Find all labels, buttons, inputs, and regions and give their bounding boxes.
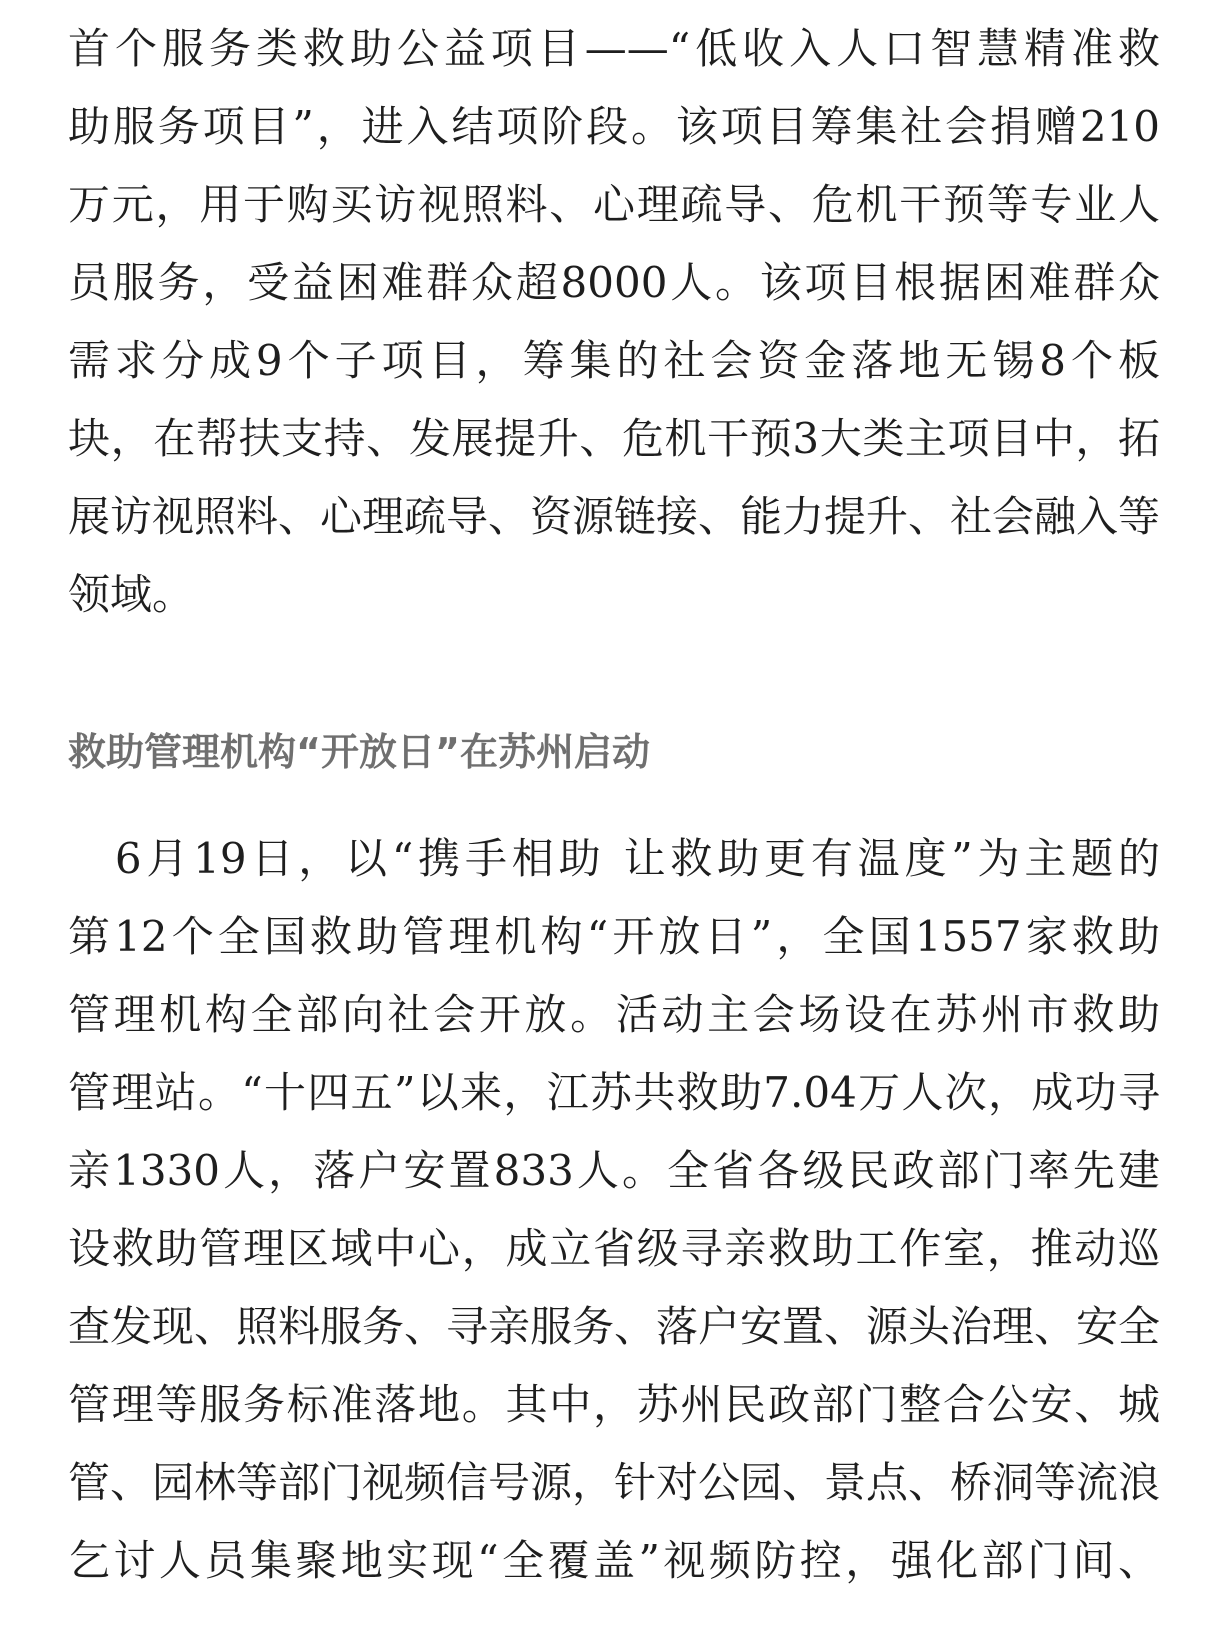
text-line: 领域。	[68, 570, 195, 619]
text-line: 查发现、照料服务、寻亲服务、落户安置、源头治理、安全	[68, 1302, 1160, 1351]
text-line: 设救助管理区域中心，成立省级寻亲救助工作室，推动巡	[68, 1224, 1160, 1273]
text-line: 万元，用于购买访视照料、心理疏导、危机干预等专业人	[68, 180, 1160, 229]
text-line: 员服务，受益困难群众超8000人。该项目根据困难群众	[68, 258, 1160, 307]
text-line: 助服务项目”，进入结项阶段。该项目筹集社会捐赠210	[68, 102, 1160, 151]
text-line: 管理等服务标准落地。其中，苏州民政部门整合公安、城	[68, 1380, 1160, 1429]
text-line: 管理机构全部向社会开放。活动主会场设在苏州市救助	[68, 990, 1160, 1039]
text-line: 第12个全国救助管理机构“开放日”，全国1557家救助	[68, 912, 1160, 961]
text-line: 首个服务类救助公益项目——“低收入人口智慧精准救	[68, 24, 1160, 73]
section-heading: 救助管理机构“开放日”在苏州启动	[68, 730, 650, 774]
text-line: 需求分成9个子项目，筹集的社会资金落地无锡8个板	[68, 336, 1160, 385]
paragraph-open-day	[68, 820, 1160, 1600]
text-line: 管、园林等部门视频信号源，针对公园、景点、桥洞等流浪	[68, 1458, 1160, 1507]
text-line: 块，在帮扶支持、发展提升、危机干预3大类主项目中，拓	[68, 414, 1160, 463]
text-line: 6月19日，以“携手相助 让救助更有温度”为主题的	[68, 834, 1160, 883]
text-line: 亲1330人，落户安置833人。全省各级民政部门率先建	[68, 1146, 1160, 1195]
paragraph-project-summary	[68, 10, 1160, 634]
text-line: 管理站。“十四五”以来，江苏共救助7.04万人次，成功寻	[68, 1068, 1160, 1117]
text-line: 展访视照料、心理疏导、资源链接、能力提升、社会融入等	[68, 492, 1160, 541]
text-line: 乞讨人员集聚地实现“全覆盖”视频防控，强化部门间、	[68, 1536, 1160, 1585]
